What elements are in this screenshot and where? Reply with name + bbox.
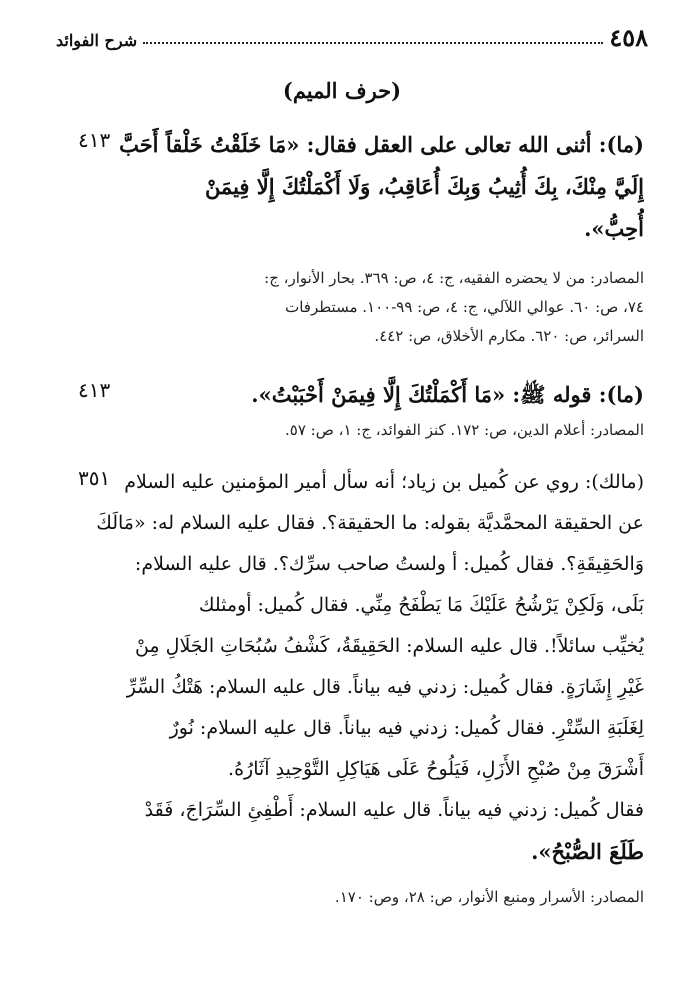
entry-line: (مالك): روي عن كُميل بن زياد؛ أنه سأل أمير المؤمنين عليه السلام [124, 471, 644, 493]
entry-body [36, 376, 644, 446]
entry-line: يُخيِّب سائلاً!. قال عليه السلام: الحَقِيقَةُ، كَشْفُ سُبُحَاتِ الجَلَالِ مِنْ [134, 635, 644, 657]
entry-number: ٤١٣ [78, 128, 111, 152]
running-header [56, 22, 648, 52]
entry-body [36, 462, 644, 912]
entry-body [36, 124, 644, 351]
running-title: شرح الفوائد [56, 31, 138, 50]
entry-line: (ما): قوله ﷺ: «مَا أَكْمَلْتُكَ إِلَّا فِيمَنْ أَحْبَبْتُ». [251, 382, 644, 407]
entry-line: أَشْرَقَ مِنْ صُبْحِ الأَزَلِ، فَيَلُوحُ عَلَى هَيَاكِلِ التَّوْحِيدِ آثَارُهُ. [228, 758, 644, 780]
entry-line: طَلَعَ الصُّبْحُ». [531, 839, 644, 864]
section-title: (حرف الميم) [282, 78, 402, 103]
entry-line: أُحِبُّ». [584, 216, 644, 241]
header-dotted-leader [143, 42, 603, 44]
entry-line: وَالحَقِيقَةِ؟. فقال كُميل: أ ولستُ صاحب سرِّك؟. قال عليه السلام: [134, 553, 644, 575]
source-line: السرائر، ص: ٦٢٠. مكارم الأخلاق، ص: ٤٤٢. [374, 327, 644, 345]
entry-line: غَيْرِ إِشَارَةٍ. فقال كُميل: زدني فيه بياناً. قال عليه السلام: هَتْكُ السِّرِّ [126, 676, 644, 698]
entry-line: إِلَيَّ مِنْكَ، بِكَ أُثِيبُ وَبِكَ أُعَاقِبُ، وَلَا أَكْمَلْتُكَ إِلَّا فِيمَنْ [204, 174, 644, 199]
entry-line: فقال كُميل: زدني فيه بياناً. قال عليه السلام: أَطْفِئِ السِّرَاجَ، فَقَدْ [144, 799, 644, 821]
page-number: ٤٥٨ [609, 23, 648, 52]
source-line: المصادر: أعلام الدين، ص: ١٧٢. كنز الفوائد، ج: ١، ص: ٥٧. [284, 421, 644, 439]
source-line: المصادر: من لا يحضره الفقيه، ج: ٤، ص: ٣٦٩. بحار الأنوار، ج: [264, 269, 644, 287]
entry-line: عن الحقيقة المحمَّديَّة بقوله: ما الحقيقة؟. فقال عليه السلام له: «مَالَكَ [96, 512, 644, 534]
entry-line: بَلَى، وَلَكِنْ يَرْشُحُ عَلَيْكَ مَا يَطْفَحُ مِنِّي. فقال كُميل: أومثلك [198, 594, 644, 616]
entry-number: ٤١٣ [78, 378, 111, 402]
entry-number: ٣٥١ [78, 466, 111, 490]
source-line: ٧٤، ص: ٦٠. عوالي اللآلي، ج: ٤، ص: ٩٩-١٠٠. مستطرفات [285, 298, 644, 316]
source-line: المصادر: الأسرار ومنبع الأنوار، ص: ٢٨، وص: ١٧٠. [334, 888, 644, 906]
entry-line: (ما): أثنى الله تعالى على العقل فقال: «مَا خَلَقْتُ خَلْقاً أَحَبَّ [119, 132, 644, 157]
entry-line: لِغَلَبَةِ السِّتْرِ. فقال كُميل: زدني فيه بياناً. قال عليه السلام: نُورٌ [169, 717, 644, 739]
